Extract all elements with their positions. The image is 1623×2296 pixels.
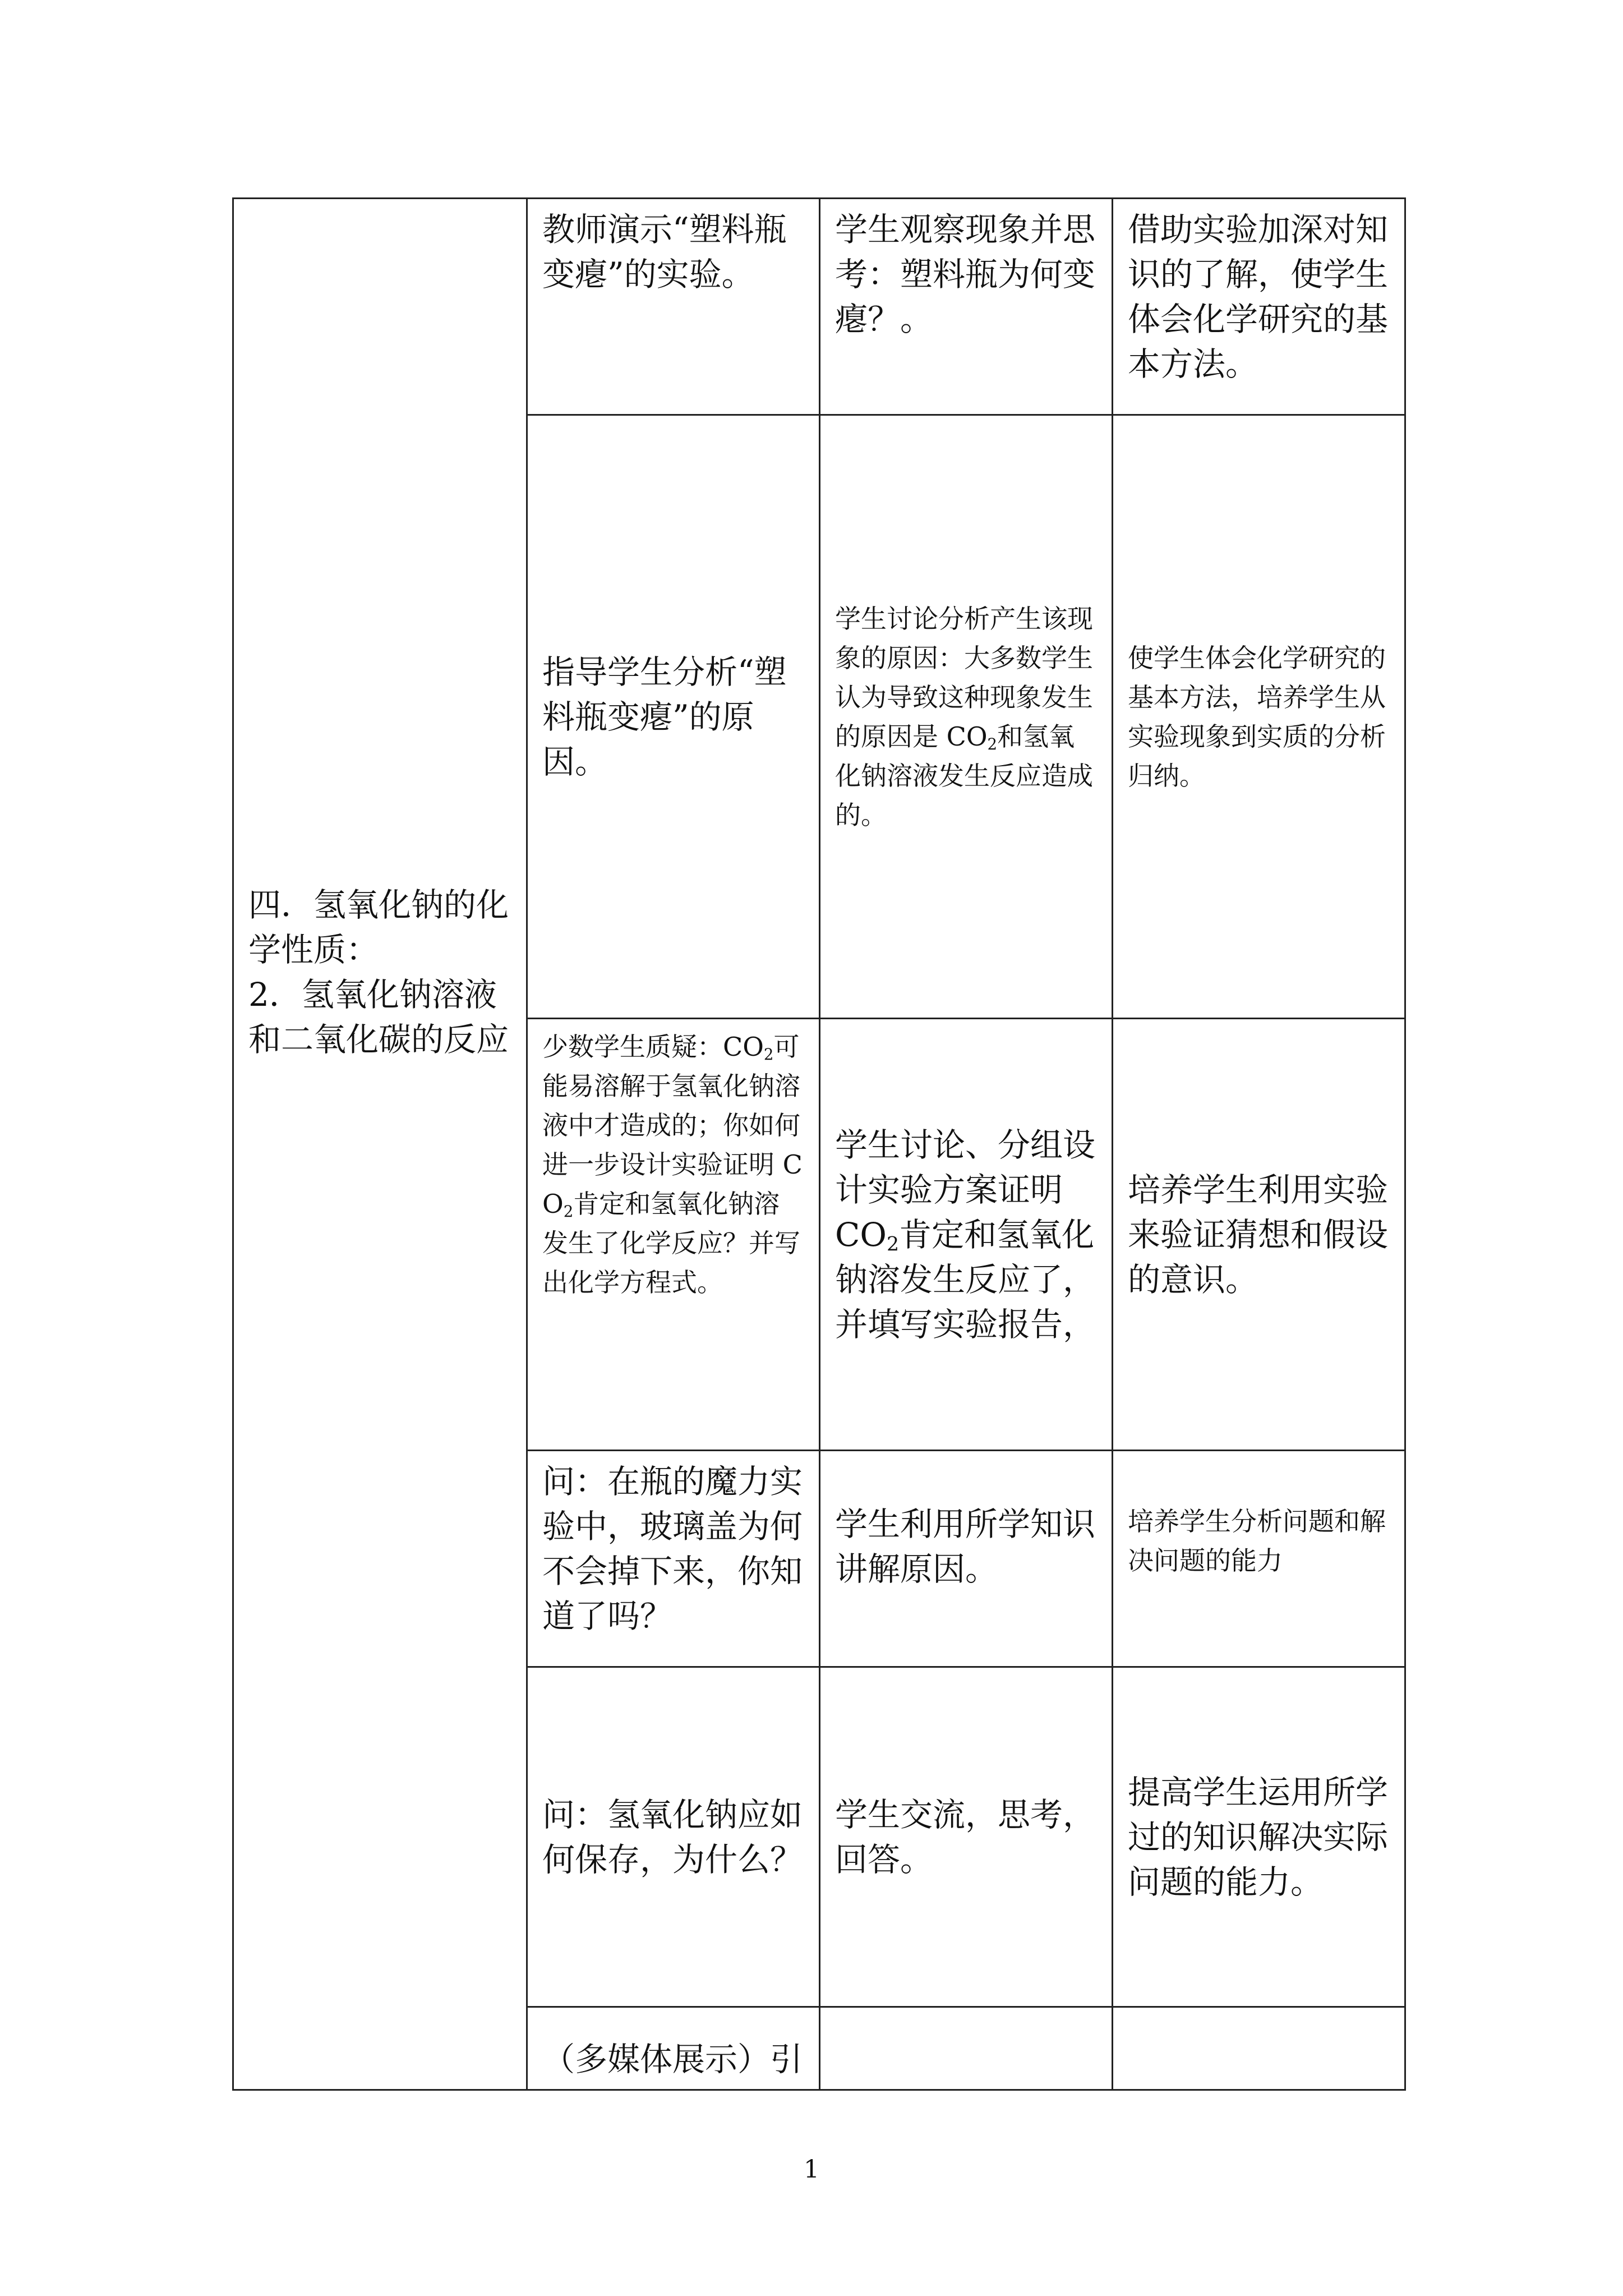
teacher-activity-cell — [527, 2007, 820, 2090]
student-activity-cell — [820, 1019, 1113, 1451]
teacher-activity-text: 问：氢氧化钠应如何保存，为什么？ — [542, 1795, 803, 1879]
student-activity-cell — [820, 199, 1113, 415]
topic-subtitle: 2．氢氧化钠溶液和二氧化碳的反应 — [248, 976, 509, 1059]
teacher-activity-cell — [527, 1667, 820, 2007]
student-activity-text: 学生讨论、分组设计实验方案证明 CO — [835, 1125, 1096, 1254]
design-purpose-cell — [1113, 415, 1405, 1019]
topic-cell — [233, 199, 527, 2090]
student-activity-text: 学生交流，思考，回答。 — [835, 1795, 1096, 1879]
teacher-activity-text: 指导学生分析“塑料瓶变瘪”的原因。 — [542, 652, 787, 781]
teacher-activity-text-cont: 可能易溶解于氢氧化钠溶液中才造成的；你如何进一步设计实验证明 CO — [542, 1032, 803, 1219]
teacher-activity-text: 问：在瓶的魔力实验中，玻璃盖为何不会掉下来，你知道了吗？ — [542, 1462, 803, 1635]
design-purpose-text: 借助实验加深对知识的了解，使学生体会化学研究的基本方法。 — [1128, 210, 1389, 383]
design-purpose-text: 培养学生分析问题和解决问题的能力 — [1128, 1506, 1386, 1576]
table-row — [233, 199, 1405, 415]
student-activity-text-cont: 和氢氧化钠溶液发生反应造成的。 — [835, 721, 1093, 830]
student-activity-cell — [820, 1667, 1113, 2007]
design-purpose-cell — [1113, 199, 1405, 415]
teacher-activity-cell — [527, 415, 820, 1019]
teacher-activity-text: 少数学生质疑：CO — [542, 1032, 764, 1062]
topic-title: 四．氢氧化钠的化学性质： — [248, 886, 509, 969]
page-number: 1 — [804, 2155, 819, 2184]
design-purpose-text: 使学生体会化学研究的基本方法，培养学生从实验现象到实质的分析归纳。 — [1128, 642, 1386, 791]
teacher-activity-text: 教师演示“塑料瓶变瘪”的实验。 — [542, 210, 787, 293]
subscript: 2 — [763, 1045, 774, 1064]
subscript: 2 — [987, 734, 998, 753]
student-activity-cell — [820, 2007, 1113, 2090]
design-purpose-cell — [1113, 2007, 1405, 2090]
student-activity-text: 学生观察现象并思考：塑料瓶为何变瘪？。 — [835, 210, 1096, 338]
teacher-activity-cell — [527, 1451, 820, 1667]
design-purpose-text: 提高学生运用所学过的知识解决实际问题的能力。 — [1128, 1773, 1389, 1901]
subscript: 2 — [886, 1233, 900, 1256]
student-activity-cell — [820, 1451, 1113, 1667]
student-activity-text: 学生讨论分析产生该现象的原因：大多数学生认为导致这种现象发生的原因是 CO — [835, 603, 1093, 752]
lesson-plan-table — [232, 197, 1406, 2091]
design-purpose-text: 培养学生利用实验来验证猜想和假设的意识。 — [1128, 1170, 1389, 1299]
design-purpose-cell — [1113, 1019, 1405, 1451]
subscript: 2 — [563, 1202, 574, 1221]
student-activity-text: 学生利用所学知识讲解原因。 — [835, 1505, 1096, 1588]
student-activity-text-cont: 肯定和氢氧化钠溶发生反应了，并填写实验报告， — [835, 1215, 1096, 1343]
teacher-activity-cell — [527, 199, 820, 415]
teacher-activity-cell — [527, 1019, 820, 1451]
teacher-activity-text-end: 肯定和氢氧化钠溶发生了化学反应？并写出化学方程式。 — [542, 1189, 800, 1297]
design-purpose-cell — [1113, 1667, 1405, 2007]
design-purpose-cell — [1113, 1451, 1405, 1667]
student-activity-cell — [820, 415, 1113, 1019]
teacher-activity-text: （多媒体展示）引 — [542, 2040, 803, 2078]
